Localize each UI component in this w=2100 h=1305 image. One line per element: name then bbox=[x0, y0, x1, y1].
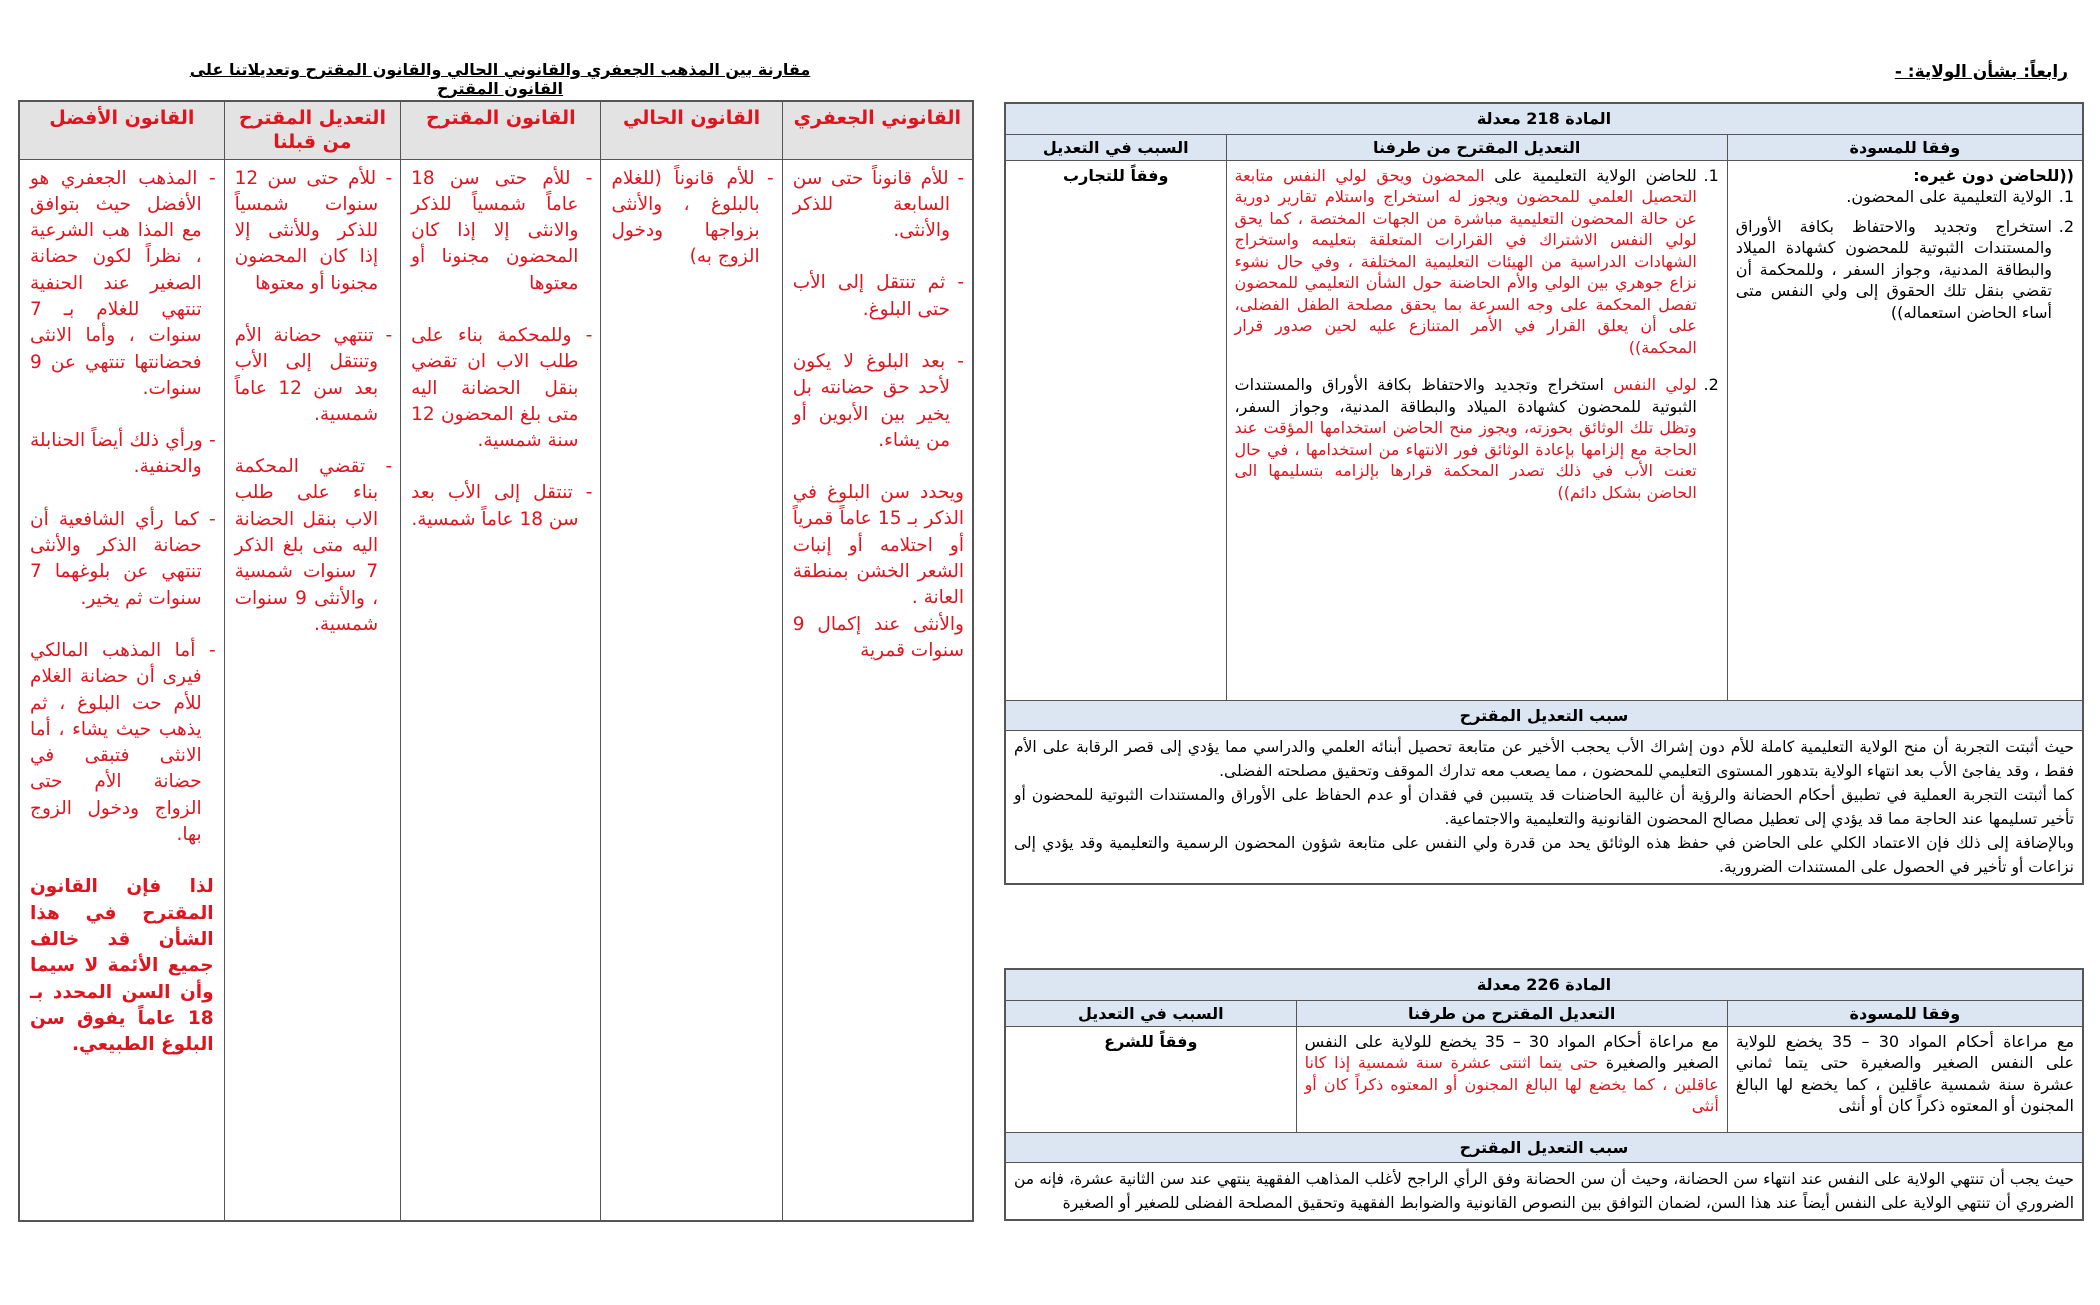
explanation-paragraph: وبالإضافة إلى ذلك فإن الاعتماد الكلي على الحاضن في حفظ هذه الوثائق يحد من قدرة ولي النفس على متابعة شؤون المحضون الرسمية والتعليمية وقد يؤدي إلى نزاعات أو تأخير في الحصول على المستندات الضرورية. bbox=[1014, 834, 2074, 876]
list-item: - ورأي ذلك أيضاً الحنابلة والحنفية. bbox=[30, 430, 216, 478]
article-226-title: المادة 226 معدلة bbox=[1005, 969, 2083, 1000]
list-item: - تقضي المحكمة بناء على طلب الاب بنقل الحضانة اليه متى بلغ الذكر 7 سنوات شمسية ، والأنثى 9 سنوات شمسية. bbox=[234, 456, 393, 635]
list-item: 1. الولاية التعليمية على المحضون. bbox=[1846, 187, 2074, 206]
header-reason: السبب في التعديل bbox=[1005, 134, 1226, 160]
article-218-table bbox=[1004, 102, 2084, 885]
comparison-title: مقارنة بين المذهب الجعفري والقانوني الحالي والقانون المقترح وتعديلاتنا على القانون المقترح bbox=[189, 60, 811, 98]
amendment-text-cell: مع مراعاة أحكام المواد 30 – 35 يخضع للولاية على النفس الصغير والصغيرة حتى يتما اثنتى عشرة سنة شمسية إذا كانا عاقلين ، كما يخضع لها البالغ المجنون أو المعتوه ذكراً كان أو أنثى bbox=[1296, 1026, 1727, 1132]
article-226-table bbox=[1004, 968, 2084, 1221]
section-title: رابعاً: بشأن الولاية: - bbox=[1894, 62, 2068, 82]
header-jaafari: القانوني الجعفري bbox=[782, 101, 973, 159]
conclusion-text: لذا فإن القانون المقترح في هذا الشأن قد خالف جميع الأئمة لا سيما وأن السن المحدد بـ 18 عاماً يفوق سن البلوغ الطبيعي. bbox=[30, 876, 214, 1056]
header-draft: وفقا للمسودة bbox=[1727, 1000, 2083, 1026]
explanation-paragraph: كما أثبتت التجربة العملية في تطبيق أحكام الحضانة والرؤية أن غالبية الحاضنات قد يتسببن في فقدان أو عدم الحفاظ على الأوراق والمستندات الثبوتية للمحضون أو تأخير تسليمها عند الحاجة مما قد يؤدي إلى تعطيل مصالح المحضون القانونية والتعليمية والاجتماعية. bbox=[1014, 786, 2074, 828]
explanation-text bbox=[1005, 1163, 2083, 1221]
header-amendment: التعديل المقترح من طرفنا bbox=[1226, 134, 1727, 160]
comparison-table bbox=[18, 100, 974, 1222]
cell-jaafari bbox=[782, 159, 973, 1221]
cell-proposed-law bbox=[401, 159, 601, 1221]
header-our-amendment: التعديل المقترح من قبلنا bbox=[224, 101, 400, 159]
list-item: - كما رأي الشافعية أن حضانة الذكر والأنثى تنتهي عن بلوغهما 7 سنوات ثم يخير. bbox=[30, 508, 216, 609]
reason-cell: وفقاً للشرع bbox=[1005, 1026, 1296, 1132]
draft-text-cell bbox=[1727, 160, 2083, 700]
list-item: 2. استخراج وتجديد والاحتفاظ بكافة الأوراق والمستندات الثبوتية للمحضون كشهادة الميلاد والبطاقة المدنية، وجواز السفر ، وللمحكمة أن تقضي بنقل تلك الحقوق إلى ولي النفس متى أساء الحاضن استعماله)) bbox=[1735, 216, 2074, 322]
explanation-text bbox=[1005, 731, 2083, 885]
list-item: - بعد البلوغ لا يكون لأحد حق حضانته بل يخير بين الأبوين أو من يشاء. bbox=[792, 350, 964, 451]
comparison-body-row bbox=[19, 159, 973, 1221]
list-item: - تنتهي حضانة الأم وتنتقل إلى الأب بعد سن 12 عاماً شمسية. bbox=[234, 324, 393, 425]
list-item: - وللمحكمة بناء على طلب الاب ان تقضي بنقل الحضانة اليه متى بلغ المحضون 12 سنة شمسية. bbox=[411, 324, 593, 452]
header-best-law: القانون الأفضل bbox=[19, 101, 224, 159]
list-item: والأنثى عند إكمال 9 سنوات قمرية bbox=[792, 613, 964, 661]
article-218-title: المادة 218 معدلة bbox=[1005, 103, 2083, 134]
header-amendment: التعديل المقترح من طرفنا bbox=[1296, 1000, 1727, 1026]
reason-cell: وفقاً للتجارب bbox=[1005, 160, 1226, 700]
cell-our-amendment bbox=[224, 159, 400, 1221]
header-proposed-law: القانون المقترح bbox=[401, 101, 601, 159]
list-item: - للأم حتى سن 18 عاماً شمسياً للذكر والانثى إلا إذا كان المحضون مجنونا أو معتوها bbox=[411, 167, 593, 294]
list-item: - المذهب الجعفري هو الأفضل حيث بتوافق مع المذا هب الشرعية ، نظراً لكون حضانة الصغير عند الحنفية تنتهي للغلام بـ 7 سنوات ، وأما الانثى فحضانتها تنتهي عن 9 سنوات. bbox=[30, 167, 216, 399]
list-item: - تنتقل إلى الأب بعد سن 18 عاماً شمسية. bbox=[411, 482, 593, 530]
list-item: - للأم حتى سن 12 سنوات شمسياً للذكر وللأنثى إلا إذا كان المحضون مجنونا أو معتوها bbox=[234, 167, 393, 294]
list-item: - أما المذهب المالكي فيرى أن حضانة الغلام للأم حت البلوغ ، ثم يذهب حيث يشاء ، أما الانثى فتبقى في حضانة الأم حتى الزواج ودخول الزوج بها. bbox=[30, 639, 216, 846]
header-current-law: القانون الحالي bbox=[601, 101, 782, 159]
comparison-header-row bbox=[19, 101, 973, 159]
explanation-title: سبب التعديل المقترح bbox=[1005, 700, 2083, 731]
draft-intro: ((للحاضن دون غيره: bbox=[1913, 165, 2074, 185]
draft-text-cell: مع مراعاة أحكام المواد 30 – 35 يخضع للولاية على النفس الصغير والصغيرة حتى يتما ثماني عشرة سنة شمسية عاقلين ، كما يخضع لها البالغ المجنون أو المعتوه ذكراً كان أو أنثى bbox=[1727, 1026, 2083, 1132]
explanation-title: سبب التعديل المقترح bbox=[1005, 1132, 2083, 1163]
explanation-paragraph: حيث أثبتت التجربة أن منح الولاية التعليمية كاملة للأم دون إشراك الأب يحجب الأخير عن متابعة تحصيل أبنائه العلمي والدراسي مما يؤدي إلى قصر الرقابة على الأم فقط ، وقد يفاجئ الأب بعد انتهاء الولاية بتدهور المستوى التعليمي للمحضون ، مما يصعب معه تدارك الموقف وتحقيق مصلحته الفضلى. bbox=[1014, 738, 2074, 780]
list-item: 2. لولي النفس استخراج وتجديد والاحتفاظ بكافة الأوراق والمستندات الثبوتية للمحضون كشهادة الميلاد والبطاقة المدنية، وجواز السفر، وتظل تلك الوثائق بحوزته، ويجوز منح الحاضن استخدامها المؤقت عند الحاجة مع إلزامها بإعادة الوثائق فور الانتهاء من استخدامها ، في حال تعنت الأب في ذلك تصدر المحكمة قرارها بإلزامه بتسليمها الى الحاضن بشكل دائم)) bbox=[1234, 375, 1719, 502]
list-item: - ثم تنتقل إلى الأب حتى البلوغ. bbox=[792, 272, 964, 320]
list-item: ويحدد سن البلوغ في الذكر بـ 15 عاماً قمرياً أو احتلامه أو إنبات الشعر الخشن بمنطقة العانة . bbox=[792, 482, 964, 609]
list-item: - للأم قانوناً (للغلام بالبلوغ ، والأنثى بزواجها ودخول الزوج به) bbox=[611, 167, 774, 268]
explanation-paragraph: حيث يجب أن تنتهي الولاية على النفس عند انتهاء سن الحضانة، وحيث أن سن الحضانة وفق الرأي الراجح لأغلب المذاهب الفقهية ينتهي عند سن الثانية عشرة، فإنه من الضروري أن تنتهي الولاية على النفس أيضاً عند هذا السن، لضمان التوافق بين النصوص القانونية والضوابط الفقهية وتحقيق المصلحة الفضلى للصغير أو الصغيرة bbox=[1014, 1170, 2074, 1212]
header-draft: وفقا للمسودة bbox=[1727, 134, 2083, 160]
list-item: 1. للحاضن الولاية التعليمية على المحضون ويحق لولي النفس متابعة التحصيل العلمي للمحضون ويجوز له استخراج واستلام تقارير دورية عن حالة المحضون التعليمية مباشرة من الجهات المختصة ، كما يحق لولي النفس الاشتراك في القرارات المتعلقة بتعليمه واستخراج الشهادات الدراسية من الهيئات التعليمية المختلفة ، وفي حال نشوء نزاع جوهري بين الولي والأم الحاضنة حول الشأن التعليمي للمحضون تفصل المحكمة على وجه السرعة بما يحقق مصلحة الطفل الفضلى، على أن يعلق القرار في الأمر المتنازع عليه لحين صدور قرار المحكمة)) bbox=[1234, 165, 1719, 357]
amendment-text-cell bbox=[1226, 160, 1727, 700]
cell-current-law bbox=[601, 159, 782, 1221]
cell-best-law bbox=[19, 159, 224, 1221]
list-item: - للأم قانوناً حتى سن السابعة للذكر والأنثى. bbox=[792, 167, 965, 242]
header-reason: السبب في التعديل bbox=[1005, 1000, 1296, 1026]
